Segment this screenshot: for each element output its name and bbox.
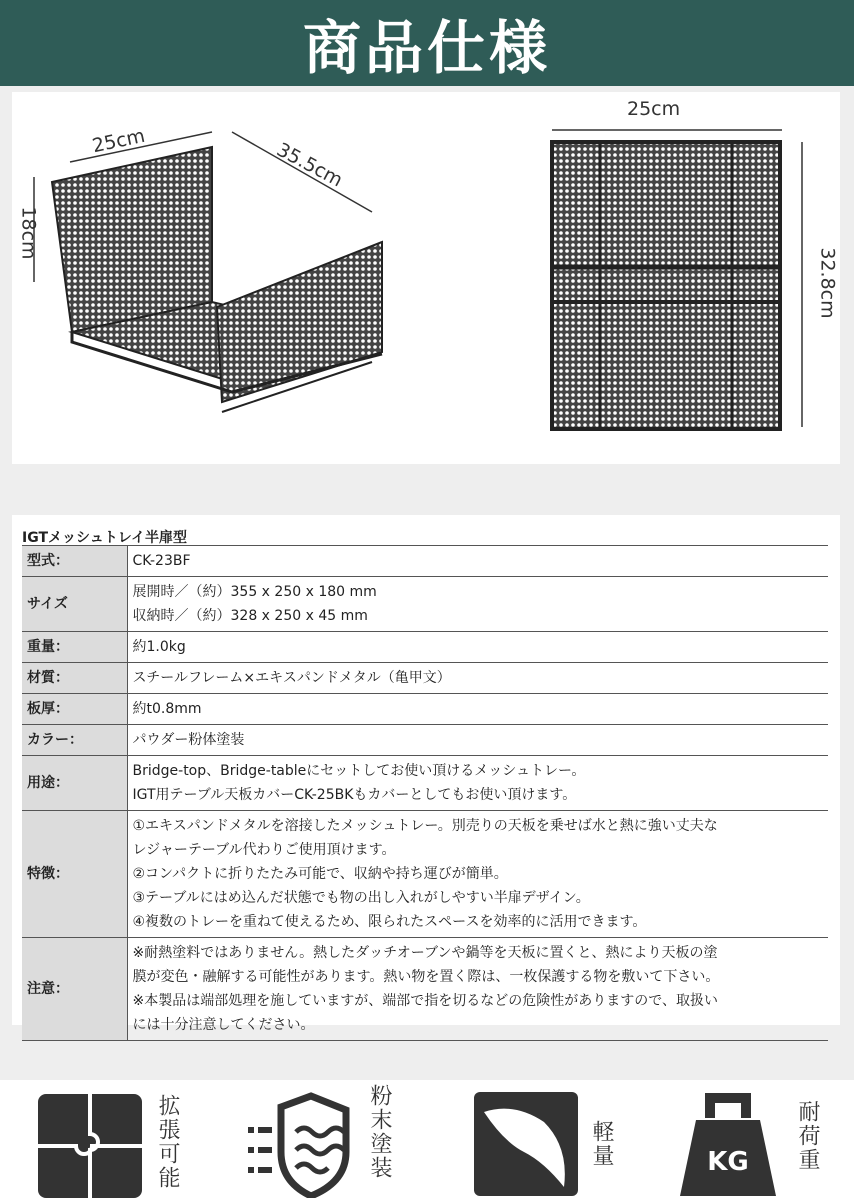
spec-value [127,756,828,811]
spec-table [22,545,828,1041]
feature-icons [0,1080,854,1200]
spec-value-line: レジャーテーブル代わりご使用頂けます。 [132,842,396,858]
spec-label: 材質： [22,663,127,694]
spec-value [127,938,828,1041]
spec-value [127,663,828,694]
spec-title: IGTメッシュトレイ半扉型 [22,530,188,546]
spec-table-section [12,515,840,1033]
spec-value-line: には十分注意してください。 [132,1017,315,1033]
spec-value-line: ①エキスパンドメタルを溶接したメッシュトレー。別売りの天板を乗せば水と熱に強い丈夫な [132,818,718,834]
weight-icon [676,1092,780,1198]
leaf-icon [474,1092,578,1196]
feature-label: 拡張可能 [155,1094,180,1190]
spec-value-line: 収納時／（約）328 x 250 x 45 mm [132,608,368,624]
basket-top-view [552,142,780,429]
spec-value [127,577,828,632]
spec-label: 用途： [22,756,127,811]
spec-value [127,546,828,577]
spec-label: 特徴： [22,811,127,938]
spec-row [22,811,828,938]
spec-row [22,756,828,811]
spec-value-line: パウダー粉体塗装 [132,732,245,748]
spec-row [22,546,828,577]
spec-value-line: ④複数のトレーを重ねて使えるため、限られたスペースを効率的に活用できます。 [132,914,647,930]
spec-value-line: ※耐熱塗料ではありません。熱したダッチオーブンや鍋等を天板に置くと、熱により天板の塗 [132,945,718,961]
spec-value-line: スチールフレーム×エキスパンドメタル（亀甲文） [132,670,451,686]
spec-label: サイズ [22,577,127,632]
spec-row [22,632,828,663]
shield-waves-icon [246,1092,356,1198]
spec-row [22,694,828,725]
spec-label: 板厚： [22,694,127,725]
side-depth-label: 35.5cm [273,138,347,192]
feature-label: 耐荷重 [795,1100,820,1172]
spec-value-line: ②コンパクトに折りたたみ可能で、収納や持ち運びが簡単。 [132,866,508,882]
spec-value [127,694,828,725]
puzzle-icon [38,1094,142,1198]
product-diagram [12,92,840,464]
spec-value-line: Bridge-top、Bridge-tableにセットしてお使い頂けるメッシュトレー。 [132,763,586,779]
spec-row [22,577,828,632]
weight-badge: KG [707,1147,749,1177]
page-title: 商品仕様 [302,14,551,82]
spec-value-line: 約1.0kg [132,639,186,655]
feature-label: 粉末塗装 [367,1084,392,1180]
spec-label: カラー： [22,725,127,756]
spec-value [127,725,828,756]
side-height-label: 18cm [17,206,40,260]
spec-value-line: IGT用テーブル天板カバーCK-25BKもカバーとしてもお使い頂けます。 [132,787,577,803]
spec-label: 注意： [22,938,127,1041]
spec-value [127,811,828,938]
spec-row [22,725,828,756]
spec-value [127,632,828,663]
spec-label: 型式： [22,546,127,577]
spec-row [22,938,828,1041]
spec-value-line: 膜が変色・融解する可能性があります。熱い物を置く際は、一枚保護する物を敷いて下さい。 [132,969,720,985]
spec-label: 重量： [22,632,127,663]
spec-value-line: CK-23BF [132,553,191,569]
top-length-label: 32.8cm [816,247,839,319]
feature-label: 軽量 [589,1120,614,1168]
spec-row [22,663,828,694]
spec-value-line: 展開時／（約）355 x 250 x 180 mm [132,584,377,600]
spec-value-line: 約t0.8mm [132,701,202,717]
side-width-label: 25cm [90,124,147,158]
spec-value-line: ③テーブルにはめ込んだ状態でも物の出し入れがしやすい半扉デザイン。 [132,890,590,906]
spec-value-line: ※本製品は端部処理を施していますが、端部で指を切るなどの危険性がありますので、取扱い [132,993,718,1009]
header-banner [0,0,854,86]
top-width-label: 25cm [627,98,681,120]
